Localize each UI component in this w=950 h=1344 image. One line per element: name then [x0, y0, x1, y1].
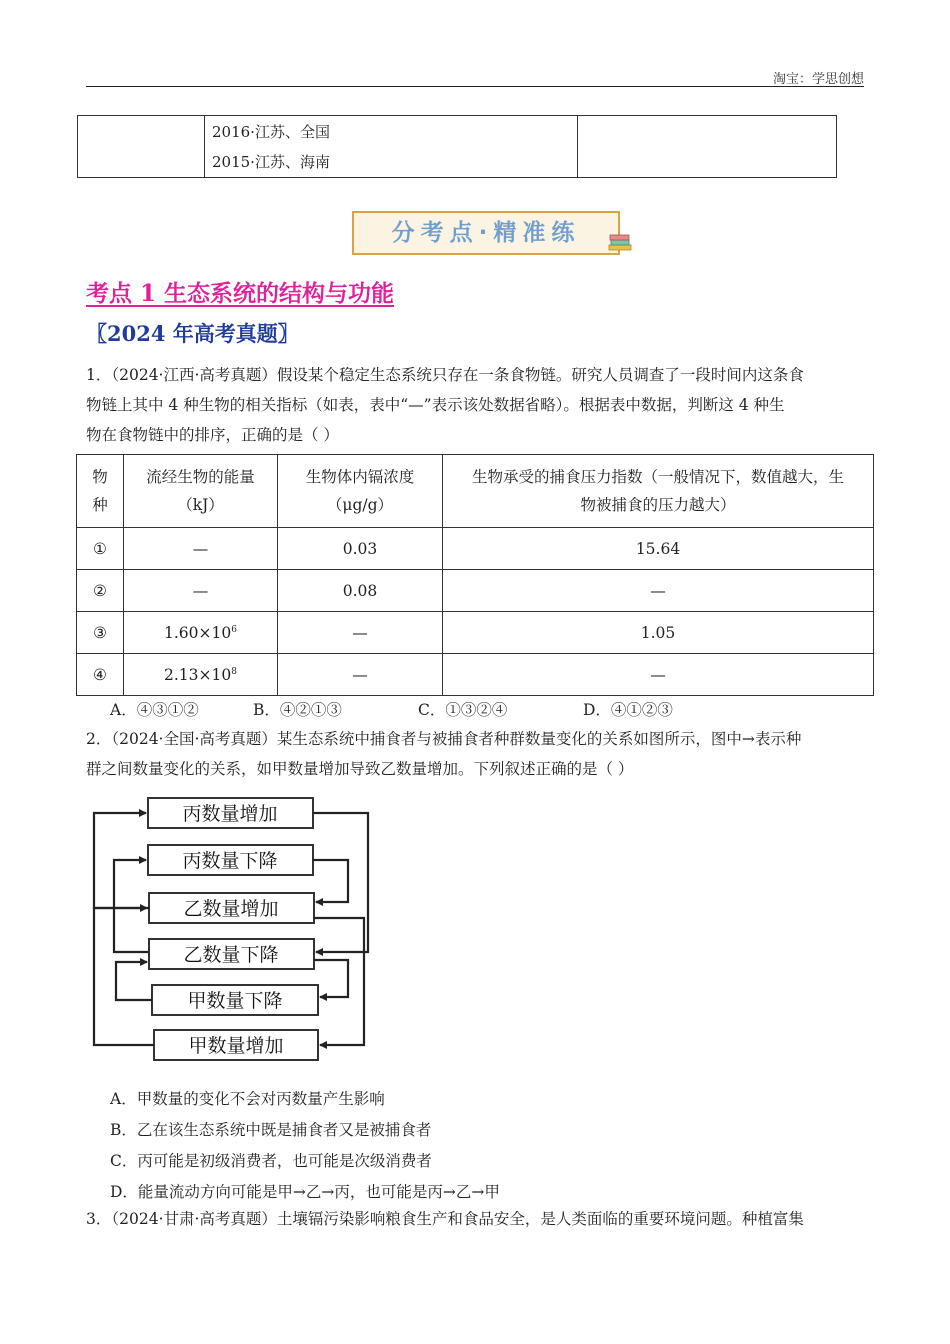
arrow-bing-up-to-yi-down: [313, 813, 368, 952]
top-table-line1: 2016·江苏、全国: [212, 123, 330, 141]
population-diagram: [86, 792, 386, 1062]
header-shop: 淘宝：学思创想: [772, 72, 864, 87]
arrow-yi-down-to-jia-down: [314, 960, 348, 997]
q3-line1: 3．（2024·甘肃·高考真题）土壤镉污染影响粮食生产和食品安全，是人类面临的重要环境问题。种植富集: [86, 1210, 804, 1228]
q1-stem: [86, 360, 866, 450]
top-table-line2: 2015·江苏、海南: [212, 153, 330, 171]
box-label: 甲数量下降: [187, 990, 283, 1012]
table-header-row: [77, 455, 874, 528]
box-label: 乙数量下降: [183, 944, 279, 966]
subsection-title: 〖2024 年高考真题〗: [86, 321, 299, 346]
box-label: 丙数量下降: [182, 850, 278, 872]
box-label: 甲数量增加: [188, 1035, 284, 1057]
q2-option-b[interactable]: B．乙在该生态系统中既是捕食者又是被捕食者: [110, 1121, 432, 1139]
arrow-jia-down-to-yi-down: [116, 962, 152, 1000]
q2-line2: 群之间数量变化的关系，如甲数量增加导致乙数量增加。下列叙述正确的是（ ）: [86, 760, 634, 778]
box-label: 乙数量增加: [183, 898, 279, 920]
q1-option-b[interactable]: B．④②①③: [253, 701, 342, 719]
th-species: 物 种: [77, 455, 124, 528]
section-title: 考点 1 生态系统的结构与功能: [86, 280, 395, 307]
q2-option-a[interactable]: A．甲数量的变化不会对丙数量产生影响: [110, 1090, 385, 1108]
q2-option-d[interactable]: D．能量流动方向可能是甲→乙→丙，也可能是丙→乙→甲: [110, 1183, 500, 1201]
th-energy: 流经生物的能量 （kJ）: [124, 455, 278, 528]
th-cadmium: 生物体内镉浓度 （μg/g）: [278, 455, 443, 528]
q1-option-a[interactable]: A．④③①②: [110, 701, 199, 719]
section-banner: 分考点·精准练: [352, 211, 620, 255]
q1-line2: 物链上其中 4 种生物的相关指标（如表，表中“—”表示该处数据省略）。根据表中数据，判断这 4 种生: [86, 396, 785, 414]
table-row: ② — 0.08 —: [77, 570, 874, 612]
q1-line3: 物在食物链中的排序，正确的是（ ）: [86, 426, 339, 444]
table-row: ③ $1.60\times 10^6$ — 1.05: [77, 612, 874, 654]
header-divider: [86, 86, 864, 87]
top-table-cell-3: [578, 116, 837, 178]
box-label: 丙数量增加: [182, 803, 278, 825]
table-row: ④ $2.13\times 10^8$ — —: [77, 654, 874, 696]
q1-option-d[interactable]: D．④①②③: [583, 701, 673, 719]
th-predation-index: 生物承受的捕食压力指数（一般情况下，数值越大，生 物被捕食的压力越大）: [443, 455, 874, 528]
top-table-cell-1: [78, 116, 205, 178]
q2-stem: [86, 724, 866, 784]
arrow-yi-down-to-bing-down: [114, 860, 149, 952]
arrow-bing-down-to-yi-up: [313, 860, 348, 902]
q2-line1: 2．（2024·全国·高考真题）某生态系统中捕食者与被捕食者种群数量变化的关系如图所示，图中→表示种: [86, 730, 802, 748]
q1-line1: 1．（2024·江西·高考真题）假设某个稳定生态系统只存在一条食物链。研究人员调查了一段时间内这条食: [86, 366, 804, 384]
books-icon: [608, 232, 632, 252]
q2-option-c[interactable]: C．丙可能是初级消费者，也可能是次级消费者: [110, 1152, 432, 1170]
top-table-cell-2: [205, 116, 578, 178]
top-table: [77, 115, 837, 178]
q1-option-c[interactable]: C．①③②④: [418, 701, 508, 719]
arrow-jia-up-to-yi-up: [94, 908, 154, 1045]
table-row: ① — 0.03 15.64: [77, 528, 874, 570]
q1-table: [76, 454, 874, 696]
arrow-yi-up-to-jia-up: [314, 918, 364, 1045]
